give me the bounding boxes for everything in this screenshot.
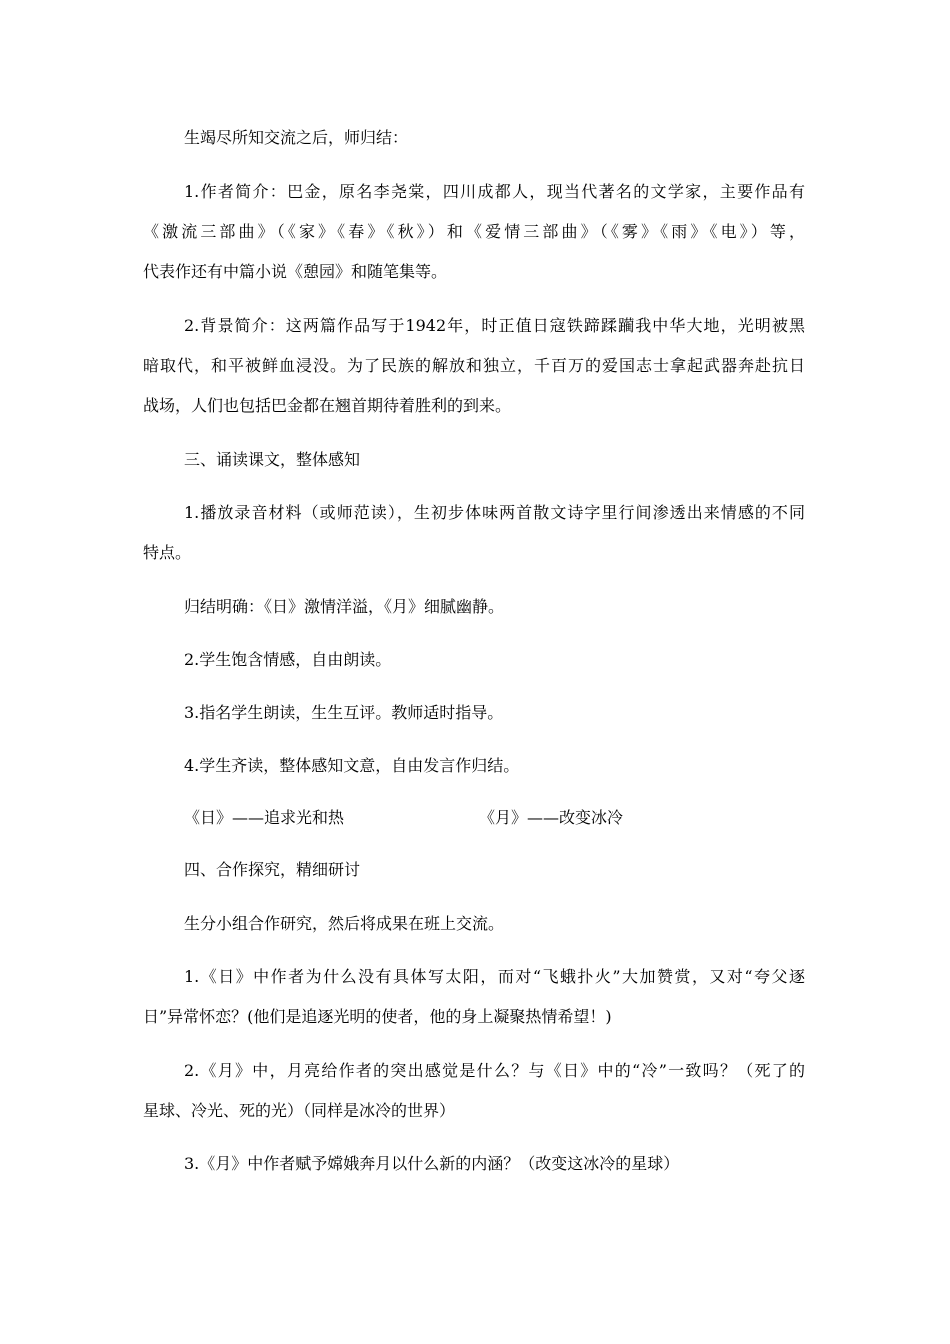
paragraph-summary-intro: 生竭尽所知交流之后，师归结： bbox=[184, 128, 409, 147]
paragraph-author-intro-line-3: 代表作还有中篇小说《憩园》和随笔集等。 bbox=[143, 262, 448, 281]
paragraph-recording-line-1: 1.播放录音材料（或师范读），生初步体味两首散文诗字里行间渗透出来情感的不同 bbox=[184, 503, 805, 522]
question-2-line-1: 2.《月》中，月亮给作者的突出感觉是什么？与《日》中的“冷”一致吗？（死了的 bbox=[184, 1061, 805, 1080]
question-3: 3.《月》中作者赋予嫦娥奔月以什么新的内涵？（改变这冰冷的星球） bbox=[184, 1154, 680, 1173]
paragraph-author-intro-line-1: 1.作者简介：巴金，原名李尧棠，四川成都人，现当代著名的文学家，主要作品有 bbox=[184, 182, 805, 201]
paragraph-group-work: 生分小组合作研究，然后将成果在班上交流。 bbox=[184, 914, 505, 933]
paragraph-author-intro-line-2: 《激流三部曲》（《家》《春》《秋》）和《爱情三部曲》（《雾》《雨》《电》）等， bbox=[143, 222, 805, 241]
paragraph-conclusion: 归结明确：《日》激情洋溢，《月》细腻幽静。 bbox=[184, 597, 505, 616]
paragraph-step-3: 3.指名学生朗读，生生互评。教师适时指导。 bbox=[184, 703, 504, 722]
paragraph-recording-line-2: 特点。 bbox=[143, 543, 192, 562]
paragraph-background-line-2: 暗取代，和平被鲜血浸没。为了民族的解放和独立，千百万的爱国志士拿起武器奔赴抗日 bbox=[143, 356, 805, 375]
theme-moon: 《月》——改变冰冷 bbox=[479, 808, 624, 827]
theme-sun: 《日》——追求光和热 bbox=[184, 808, 345, 827]
paragraph-step-4: 4.学生齐读，整体感知文意，自由发言作归结。 bbox=[184, 756, 520, 775]
section-heading-reading: 三、诵读课文，整体感知 bbox=[184, 450, 361, 469]
paragraph-background-line-3: 战场，人们也包括巴金都在翘首期待着胜利的到来。 bbox=[143, 396, 512, 415]
question-2-line-2: 星球、冷光、死的光）（同样是冰冷的世界） bbox=[143, 1101, 456, 1120]
paragraph-background-line-1: 2.背景简介：这两篇作品写于1942年，时正值日寇铁蹄蹂躏我中华大地，光明被黑 bbox=[184, 316, 805, 335]
section-heading-discussion: 四、合作探究，精细研讨 bbox=[184, 860, 361, 879]
paragraph-step-2: 2.学生饱含情感，自由朗读。 bbox=[184, 650, 392, 669]
question-1-line-2: 日”异常怀恋？(他们是追逐光明的使者，他的身上凝聚热情希望！) bbox=[143, 1007, 612, 1026]
question-1-line-1: 1.《日》中作者为什么没有具体写太阳，而对“飞蛾扑火”大加赞赏，又对“夸父逐 bbox=[184, 967, 805, 986]
